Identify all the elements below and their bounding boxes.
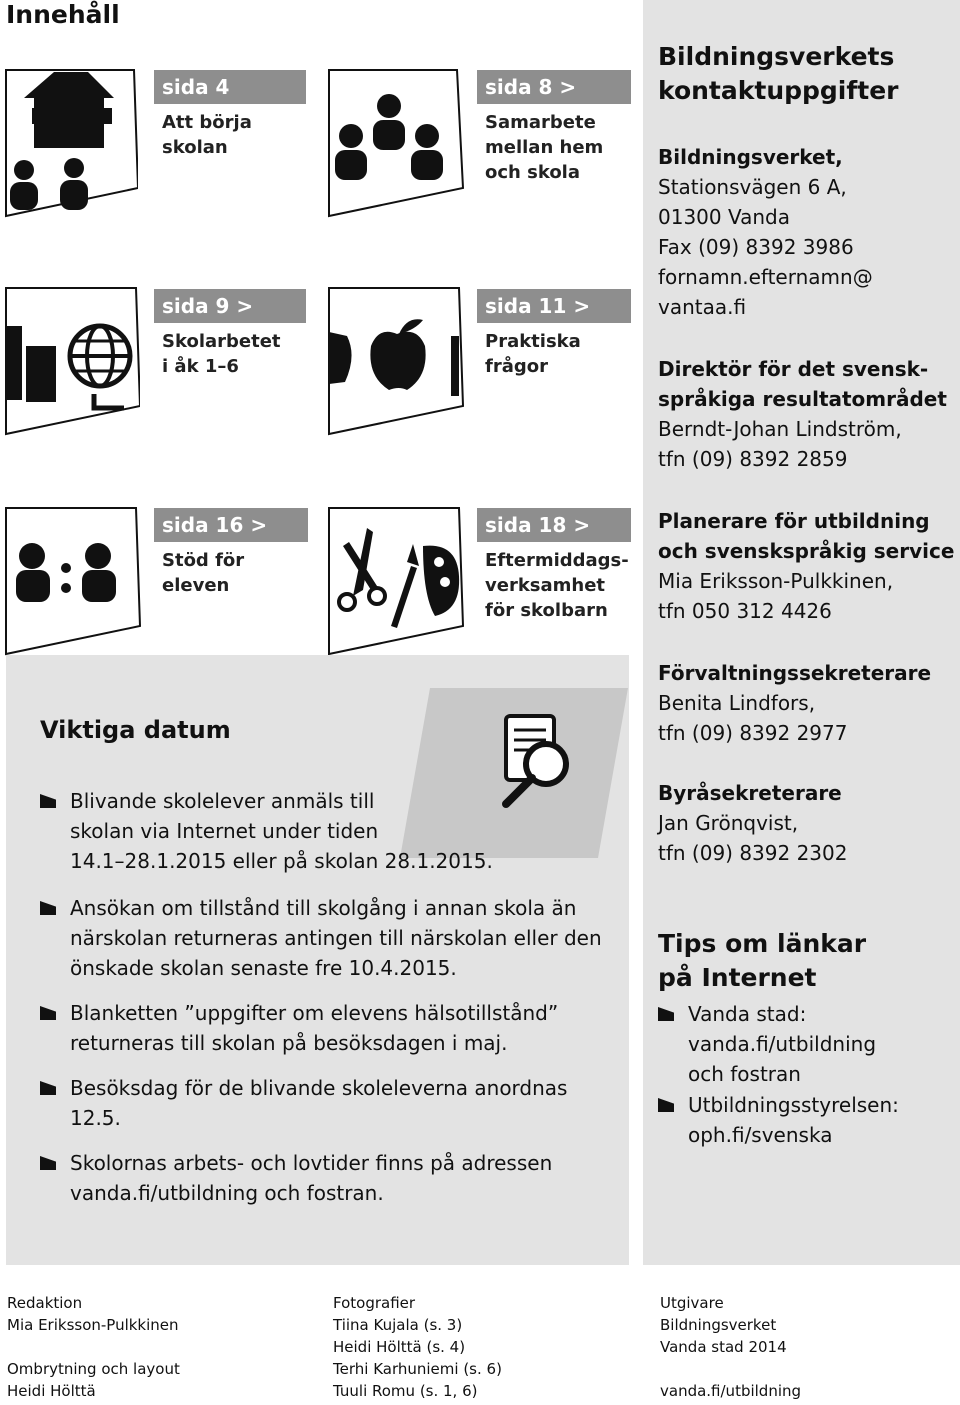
address: Bildningsverket, Stationsvägen 6 A, 01300 Vanda Fax (09) 8392 3986 fornamn.efternamn@ vantaa.fi <box>658 145 873 319</box>
bullet-icon <box>40 794 56 808</box>
contact-person: Planerare för utbildning och svenskspråkig service Mia Eriksson-Pulkkinen, tfn 050 312 4426 <box>658 509 955 623</box>
footer-publisher: Utgivare Bildningsverket Vanda stad 2014 vanda.fi/utbildning <box>660 1294 802 1400</box>
tile-page-band[interactable]: sida 18 > <box>477 508 631 542</box>
link-item[interactable]: Vanda stad: vanda.fi/utbildning och fostran <box>658 999 876 1089</box>
bullet-icon <box>40 901 56 915</box>
tips-heading: Tips om länkar på Internet <box>658 929 867 992</box>
contact-person: Direktör för det svensk- språkiga resultatområdet Berndt-Johan Lindström, tfn (09) 8392 2859 <box>658 357 947 471</box>
list-item: Besöksdag för de blivande skoleleverna anordnas 12.5. <box>40 1073 567 1133</box>
tile-icon-apple <box>327 286 467 436</box>
list-item: Ansökan om tillstånd till skolgång i annan skola än närskolan returneras antingen till närskolan eller den önskade skolan senaste fre 10.4.2015. <box>40 893 602 983</box>
tile-page-band[interactable]: sida 16 > <box>154 508 308 542</box>
bullet-icon <box>40 1156 56 1170</box>
tile-label: Praktiska frågor <box>485 331 581 377</box>
tile-icon-people <box>327 68 465 218</box>
list-item: Blivande skolelever anmäls till skolan via Internet under tiden 14.1–28.1.2015 eller på skolan 28.1.2015. <box>40 786 493 876</box>
tile-page-band[interactable]: sida 9 > <box>154 289 306 323</box>
tile-label: Samarbete mellan hem och skola <box>485 112 604 183</box>
footer-editorial: Redaktion Mia Eriksson-Pulkkinen Ombrytning och layout Heidi Hölttä <box>7 1294 180 1400</box>
tile-label: Eftermiddags- verksamhet för skolbarn <box>485 550 629 621</box>
tile-icon-crafts <box>327 506 467 656</box>
tile-label: Stöd för eleven <box>162 550 245 596</box>
link-item[interactable]: Utbildningsstyrelsen: oph.fi/svenska <box>658 1090 899 1150</box>
publisher-link[interactable]: vanda.fi/utbildning <box>660 1382 802 1400</box>
contact-person: Förvaltningssekreterare Benita Lindfors, tfn (09) 8392 2977 <box>658 661 932 745</box>
contact-person: Byråsekreterare Jan Grönqvist, tfn (09) 8392 2302 <box>658 781 848 865</box>
tile-label: Skolarbetet i åk 1–6 <box>162 331 281 377</box>
tile-page-band[interactable]: sida 11 > <box>477 289 631 323</box>
list-item: Blanketten ”uppgifter om elevens hälsotillstånd” returneras till skolan på besöksdagen i maj. <box>40 998 558 1058</box>
tile-icon-globe <box>4 286 140 436</box>
footer-photographers: Fotografier Tiina Kujala (s. 3) Heidi Hölttä (s. 4) Terhi Karhuniemi (s. 6) Tuuli Romu (s. 1, 6) <box>333 1294 502 1400</box>
bullet-icon <box>40 1006 56 1020</box>
bullet-icon <box>658 1007 674 1021</box>
bullet-icon <box>658 1098 674 1112</box>
tile-page-band[interactable]: sida 8 > <box>477 70 631 104</box>
tile-label: Att börja skolan <box>162 112 252 158</box>
tile-page-band[interactable]: sida 4 <box>154 70 306 104</box>
dates-heading: Viktiga datum <box>40 716 231 744</box>
tile-icon-support <box>4 506 142 656</box>
bullet-icon <box>40 1081 56 1095</box>
contact-heading: Bildningsverkets kontaktuppgifter <box>658 42 899 105</box>
page-title: Innehåll <box>6 0 120 29</box>
tile-icon-school <box>4 68 138 218</box>
list-item: Skolornas arbets- och lovtider finns på adressen vanda.fi/utbildning och fostran. <box>40 1148 552 1208</box>
